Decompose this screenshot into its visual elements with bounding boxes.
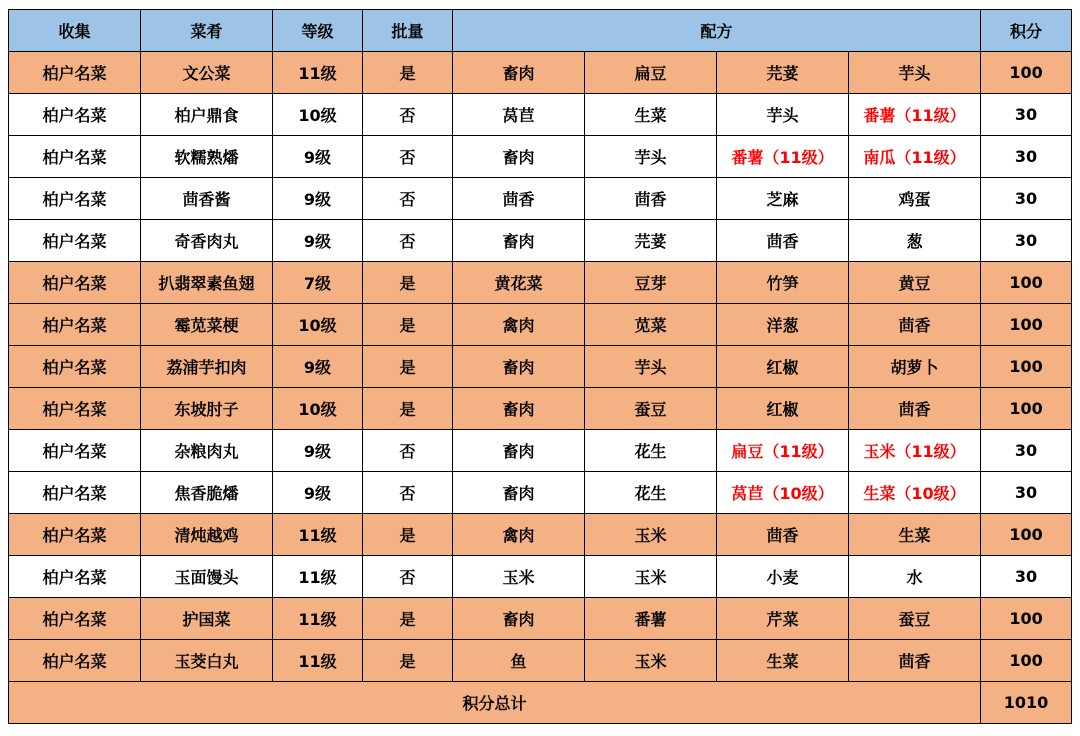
table-row	[9, 136, 1072, 178]
cell-collection: 柏户名菜	[9, 640, 141, 682]
table-row	[9, 346, 1072, 388]
cell-ingredient-4: 生菜	[849, 514, 981, 556]
cell-ingredient-1: 禽肉	[453, 514, 585, 556]
cell-dish: 东坡肘子	[141, 388, 273, 430]
cell-level: 10级	[273, 94, 363, 136]
cell-dish: 霉苋菜梗	[141, 304, 273, 346]
cell-ingredient-2: 苋菜	[585, 304, 717, 346]
header-row	[9, 10, 1072, 52]
cell-batch: 是	[363, 304, 453, 346]
table-row	[9, 388, 1072, 430]
cell-ingredient-2: 茴香	[585, 178, 717, 220]
cell-batch: 否	[363, 94, 453, 136]
table-row	[9, 52, 1072, 94]
cell-ingredient-4: 芋头	[849, 52, 981, 94]
cell-ingredient-3: 芝麻	[717, 178, 849, 220]
cell-points: 100	[981, 598, 1072, 640]
cell-ingredient-3: 红椒	[717, 388, 849, 430]
cell-collection: 柏户名菜	[9, 136, 141, 178]
table-row	[9, 514, 1072, 556]
cell-collection: 柏户名菜	[9, 52, 141, 94]
cell-ingredient-4: 南瓜（11级）	[849, 136, 981, 178]
total-row	[9, 682, 1072, 724]
total-label: 积分总计	[9, 682, 981, 724]
header-level: 等级	[273, 10, 363, 52]
cell-ingredient-2: 番薯	[585, 598, 717, 640]
table-row	[9, 640, 1072, 682]
cell-batch: 是	[363, 346, 453, 388]
cell-level: 11级	[273, 52, 363, 94]
cell-level: 11级	[273, 598, 363, 640]
cell-ingredient-3: 莴苣（10级）	[717, 472, 849, 514]
cell-dish: 茴香酱	[141, 178, 273, 220]
cell-level: 10级	[273, 388, 363, 430]
cell-level: 9级	[273, 346, 363, 388]
cell-ingredient-2: 玉米	[585, 640, 717, 682]
cell-ingredient-1: 玉米	[453, 556, 585, 598]
cell-level: 9级	[273, 178, 363, 220]
cell-ingredient-3: 茴香	[717, 514, 849, 556]
table-row	[9, 220, 1072, 262]
total-value: 1010	[981, 682, 1072, 724]
cell-ingredient-1: 禽肉	[453, 304, 585, 346]
cell-points: 100	[981, 262, 1072, 304]
cell-ingredient-2: 芋头	[585, 346, 717, 388]
cell-batch: 否	[363, 178, 453, 220]
cell-ingredient-2: 豆芽	[585, 262, 717, 304]
cell-collection: 柏户名菜	[9, 178, 141, 220]
cell-ingredient-2: 蚕豆	[585, 388, 717, 430]
cell-ingredient-1: 茴香	[453, 178, 585, 220]
cell-ingredient-3: 小麦	[717, 556, 849, 598]
cell-collection: 柏户名菜	[9, 388, 141, 430]
cell-ingredient-2: 芫荽	[585, 220, 717, 262]
cell-ingredient-1: 莴苣	[453, 94, 585, 136]
cell-ingredient-4: 蚕豆	[849, 598, 981, 640]
cell-batch: 否	[363, 430, 453, 472]
cell-ingredient-1: 畜肉	[453, 136, 585, 178]
cell-ingredient-2: 生菜	[585, 94, 717, 136]
cell-ingredient-2: 玉米	[585, 514, 717, 556]
cell-collection: 柏户名菜	[9, 346, 141, 388]
table-row	[9, 94, 1072, 136]
table-row	[9, 472, 1072, 514]
cell-points: 30	[981, 430, 1072, 472]
cell-level: 11级	[273, 514, 363, 556]
cell-ingredient-3: 番薯（11级）	[717, 136, 849, 178]
cell-ingredient-1: 畜肉	[453, 430, 585, 472]
cell-ingredient-4: 茴香	[849, 304, 981, 346]
cell-ingredient-4: 胡萝卜	[849, 346, 981, 388]
cell-batch: 否	[363, 220, 453, 262]
cell-points: 30	[981, 136, 1072, 178]
cell-collection: 柏户名菜	[9, 220, 141, 262]
cell-ingredient-4: 葱	[849, 220, 981, 262]
cell-ingredient-3: 竹笋	[717, 262, 849, 304]
cell-ingredient-4: 鸡蛋	[849, 178, 981, 220]
cell-ingredient-1: 畜肉	[453, 388, 585, 430]
cell-ingredient-3: 洋葱	[717, 304, 849, 346]
header-collection: 收集	[9, 10, 141, 52]
cell-collection: 柏户名菜	[9, 472, 141, 514]
cell-dish: 奇香肉丸	[141, 220, 273, 262]
cell-level: 9级	[273, 220, 363, 262]
cell-collection: 柏户名菜	[9, 598, 141, 640]
cell-dish: 护国菜	[141, 598, 273, 640]
table-row	[9, 304, 1072, 346]
cell-batch: 否	[363, 556, 453, 598]
cell-points: 30	[981, 94, 1072, 136]
cell-dish: 扒翡翠素鱼翅	[141, 262, 273, 304]
cell-ingredient-2: 扁豆	[585, 52, 717, 94]
cell-batch: 是	[363, 514, 453, 556]
table-row	[9, 598, 1072, 640]
table-row	[9, 430, 1072, 472]
cell-ingredient-4: 黄豆	[849, 262, 981, 304]
header-dish: 菜肴	[141, 10, 273, 52]
cell-points: 30	[981, 220, 1072, 262]
cell-ingredient-3: 红椒	[717, 346, 849, 388]
cell-ingredient-3: 芋头	[717, 94, 849, 136]
cell-dish: 玉茭白丸	[141, 640, 273, 682]
cell-ingredient-3: 茴香	[717, 220, 849, 262]
cell-ingredient-1: 畜肉	[453, 598, 585, 640]
table-row	[9, 178, 1072, 220]
cell-batch: 是	[363, 388, 453, 430]
cell-level: 11级	[273, 556, 363, 598]
cell-collection: 柏户名菜	[9, 94, 141, 136]
table-body	[9, 52, 1072, 682]
cell-points: 30	[981, 556, 1072, 598]
cell-batch: 是	[363, 598, 453, 640]
cell-ingredient-2: 花生	[585, 430, 717, 472]
header-recipe: 配方	[453, 10, 981, 52]
cell-collection: 柏户名菜	[9, 514, 141, 556]
cell-ingredient-4: 茴香	[849, 388, 981, 430]
cell-dish: 焦香脆燔	[141, 472, 273, 514]
cell-level: 10级	[273, 304, 363, 346]
cell-level: 7级	[273, 262, 363, 304]
cell-batch: 是	[363, 262, 453, 304]
cell-ingredient-2: 芋头	[585, 136, 717, 178]
cell-batch: 否	[363, 472, 453, 514]
cell-batch: 是	[363, 640, 453, 682]
cell-collection: 柏户名菜	[9, 556, 141, 598]
cell-batch: 是	[363, 52, 453, 94]
cell-ingredient-4: 茴香	[849, 640, 981, 682]
cell-dish: 杂粮肉丸	[141, 430, 273, 472]
cell-collection: 柏户名菜	[9, 430, 141, 472]
header-points: 积分	[981, 10, 1072, 52]
cell-dish: 软糯熟燔	[141, 136, 273, 178]
cell-ingredient-3: 扁豆（11级）	[717, 430, 849, 472]
cell-ingredient-3: 芫荽	[717, 52, 849, 94]
cell-collection: 柏户名菜	[9, 304, 141, 346]
cell-ingredient-1: 黄花菜	[453, 262, 585, 304]
table-row	[9, 556, 1072, 598]
cell-ingredient-4: 水	[849, 556, 981, 598]
cell-level: 9级	[273, 430, 363, 472]
cell-ingredient-1: 鱼	[453, 640, 585, 682]
cell-points: 30	[981, 178, 1072, 220]
cell-ingredient-2: 玉米	[585, 556, 717, 598]
cell-ingredient-4: 生菜（10级）	[849, 472, 981, 514]
cell-ingredient-1: 畜肉	[453, 472, 585, 514]
cell-dish: 荔浦芋扣肉	[141, 346, 273, 388]
cell-ingredient-3: 生菜	[717, 640, 849, 682]
cell-points: 100	[981, 388, 1072, 430]
cell-points: 100	[981, 52, 1072, 94]
cell-dish: 文公菜	[141, 52, 273, 94]
cell-collection: 柏户名菜	[9, 262, 141, 304]
cell-points: 100	[981, 514, 1072, 556]
cell-ingredient-2: 花生	[585, 472, 717, 514]
cell-points: 100	[981, 304, 1072, 346]
cell-ingredient-4: 番薯（11级）	[849, 94, 981, 136]
cell-ingredient-1: 畜肉	[453, 346, 585, 388]
cell-batch: 否	[363, 136, 453, 178]
cell-level: 9级	[273, 472, 363, 514]
cell-points: 100	[981, 346, 1072, 388]
cell-level: 9级	[273, 136, 363, 178]
recipe-points-table	[8, 9, 1072, 724]
header-batch: 批量	[363, 10, 453, 52]
cell-ingredient-1: 畜肉	[453, 220, 585, 262]
table-row	[9, 262, 1072, 304]
cell-dish: 柏户鼎食	[141, 94, 273, 136]
cell-ingredient-1: 畜肉	[453, 52, 585, 94]
cell-ingredient-4: 玉米（11级）	[849, 430, 981, 472]
cell-points: 30	[981, 472, 1072, 514]
cell-dish: 玉面馒头	[141, 556, 273, 598]
cell-ingredient-3: 芹菜	[717, 598, 849, 640]
cell-points: 100	[981, 640, 1072, 682]
cell-level: 11级	[273, 640, 363, 682]
cell-dish: 清炖越鸡	[141, 514, 273, 556]
